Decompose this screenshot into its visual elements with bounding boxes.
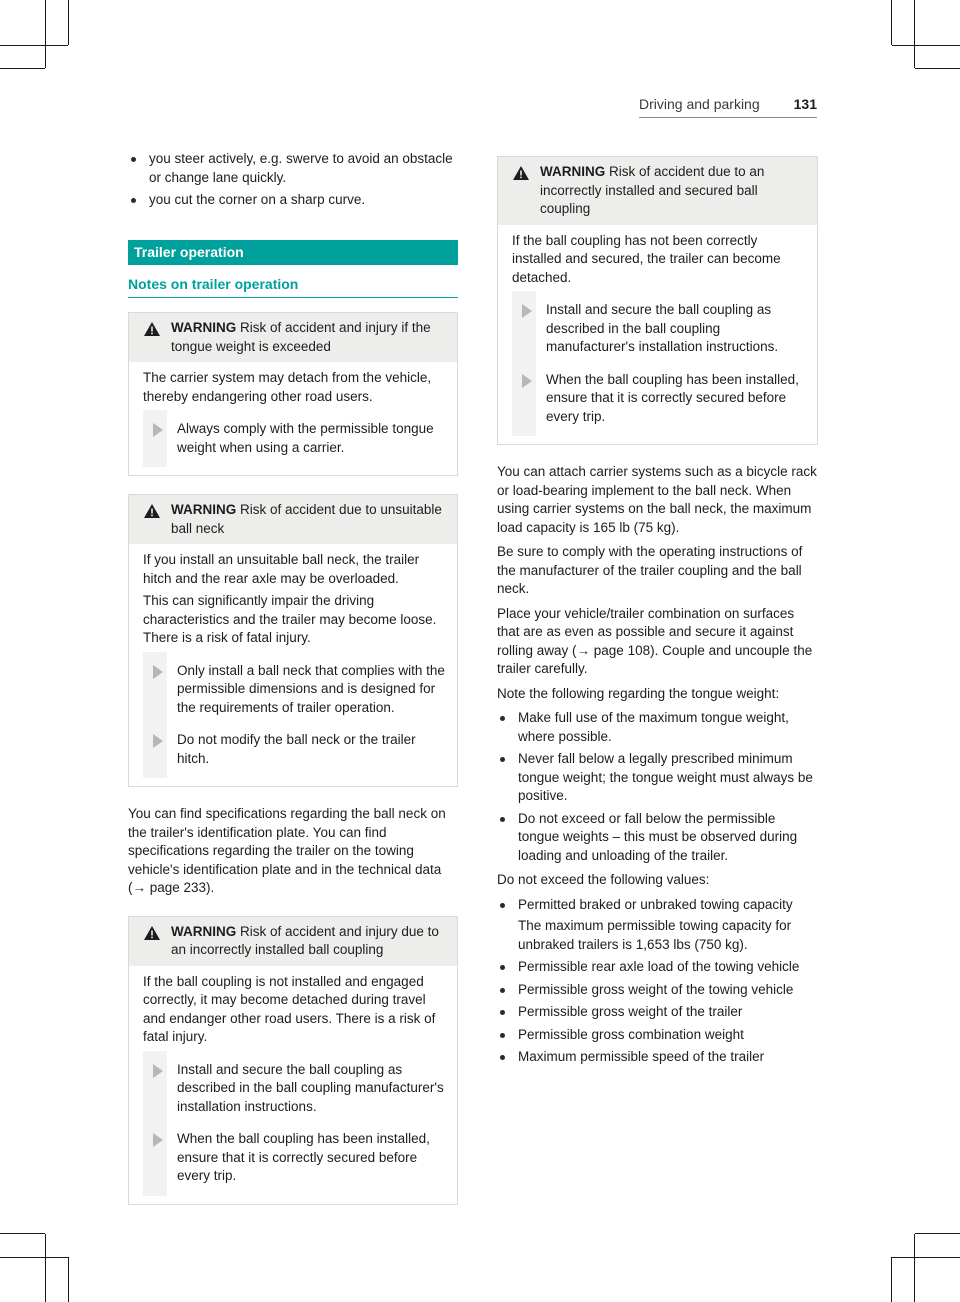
warning-header xyxy=(129,917,457,966)
warning-text: This can significantly impair the driving characteristics and the trailer may become loose. There is a risk of fatal injury. xyxy=(143,593,437,645)
list-item: you cut the corner on a sharp curve. xyxy=(128,191,458,210)
list-item-note: The maximum permissible towing capacity for unbraked trailers is 1,653 lbs (750 kg). xyxy=(518,918,792,952)
warning-label: WARNING xyxy=(171,320,237,335)
warning-body xyxy=(129,544,457,786)
bullet-dot xyxy=(500,1033,505,1038)
crop-mark xyxy=(914,1234,915,1302)
left-column xyxy=(128,150,458,1223)
list-item: Do not exceed or fall below the permissible tongue weights – this must be observed during loading and unloading of the trailer. xyxy=(497,810,818,866)
bullet-dot xyxy=(500,817,505,822)
action-step: Only install a ball neck that complies with the permissible dimensions and is designed for the requirements of trailer operation. xyxy=(143,662,447,718)
warning-label: WARNING xyxy=(171,502,237,517)
bullet-dot xyxy=(131,198,136,203)
warning-body xyxy=(129,362,457,475)
crop-mark xyxy=(45,1234,46,1302)
arrow-right-icon xyxy=(153,665,163,679)
crop-mark xyxy=(914,0,915,68)
warning-title: Risk of accident due to an incorrectly installed and secured ball coupling xyxy=(540,164,765,216)
body-paragraph: Be sure to comply with the operating instructions of the manufacturer of the trailer coupling and the ball neck. xyxy=(497,544,803,596)
warning-title: Risk of accident and injury if the tongue weight is exceeded xyxy=(171,320,431,354)
warning-box xyxy=(128,312,458,476)
page-number: 131 xyxy=(793,96,817,112)
running-header xyxy=(639,96,817,118)
crop-mark xyxy=(0,68,45,69)
action-step: When the ball coupling has been installed, ensure that it is correctly secured before every trip. xyxy=(143,1130,447,1186)
warning-box xyxy=(128,494,458,787)
crop-mark xyxy=(45,0,46,68)
list-item: Permitted braked or unbraked towing capacity The maximum permissible towing capacity for unbraked trailers is 1,653 lbs (750 kg). xyxy=(497,896,818,955)
right-column xyxy=(497,156,818,1071)
arrow-right-icon xyxy=(153,1133,163,1147)
warning-triangle-icon xyxy=(143,503,161,519)
crop-mark xyxy=(915,68,960,69)
warning-body xyxy=(498,225,817,445)
header-section-title: Driving and parking xyxy=(639,96,760,112)
warning-header xyxy=(129,313,457,362)
bullet-dot xyxy=(500,965,505,970)
crop-mark xyxy=(915,1233,960,1234)
arrow-right-icon xyxy=(153,1064,163,1078)
warning-triangle-icon xyxy=(143,321,161,337)
crop-mark xyxy=(0,1257,68,1258)
list-item: Make full use of the maximum tongue weight, where possible. xyxy=(497,709,818,746)
arrow-right-icon xyxy=(153,734,163,748)
warning-header xyxy=(129,495,457,544)
list-item: Permissible gross weight of the towing vehicle xyxy=(497,981,818,1000)
list-item: Permissible gross weight of the trailer xyxy=(497,1003,818,1022)
warning-box xyxy=(497,156,818,445)
body-paragraph: Do not exceed the following values: xyxy=(497,872,710,887)
body-paragraph: Note the following regarding the tongue weight: xyxy=(497,685,780,701)
list-item: you steer actively, e.g. swerve to avoid an obstacle or change lane quickly. xyxy=(128,150,458,187)
list-item: Never fall below a legally prescribed minimum tongue weight; the tongue weight must always be positive. xyxy=(497,750,818,806)
bullet-dot xyxy=(500,903,505,908)
arrow-right-icon xyxy=(153,423,163,437)
warning-triangle-icon xyxy=(143,925,161,941)
crop-mark xyxy=(892,45,960,46)
action-step: Install and secure the ball coupling as described in the ball coupling manufacturer's installation instructions. xyxy=(512,301,807,357)
warning-label: WARNING xyxy=(171,923,237,939)
warning-triangle-icon xyxy=(512,165,530,181)
action-step: Always comply with the permissible tongue weight when using a carrier. xyxy=(143,420,447,457)
crop-mark xyxy=(891,0,892,45)
action-step: When the ball coupling has been installed, ensure that it is correctly secured before every trip. xyxy=(512,371,807,427)
warning-body xyxy=(129,966,457,1204)
action-step: Install and secure the ball coupling as described in the ball coupling manufacturer's installation instructions. xyxy=(143,1061,447,1117)
warning-text: If the ball coupling has not been correctly installed and secured, the trailer can become detached. xyxy=(512,232,781,285)
sub-heading: Notes on trailer operation xyxy=(128,275,458,299)
bullet-dot xyxy=(500,988,505,993)
warning-title: Risk of accident due to unsuitable ball neck xyxy=(171,502,442,536)
warning-text: If you install an unsuitable ball neck, the trailer hitch and the rear axle may be overloaded. xyxy=(143,552,420,586)
bullet-dot xyxy=(131,157,136,162)
warning-header xyxy=(498,157,817,225)
list-item: Permissible rear axle load of the towing vehicle xyxy=(497,958,818,977)
crop-mark xyxy=(0,45,68,46)
warning-label: WARNING xyxy=(540,164,606,179)
body-paragraph: You can attach carrier systems such as a bicycle rack or load-bearing implement to the ball neck. When using carrier systems on the ball neck, the maximum load capacity is 165 lb (75 kg). xyxy=(497,464,817,535)
warning-text: The carrier system may detach from the vehicle, thereby endangering other road users. xyxy=(143,370,432,404)
crop-mark xyxy=(68,1257,69,1302)
crop-mark xyxy=(892,1257,960,1258)
crop-mark xyxy=(68,0,69,45)
crop-mark xyxy=(0,1233,45,1234)
body-paragraph: Place your vehicle/trailer combination on surfaces that are as even as possible and secure it against rolling away (→ page 108). Couple and uncouple the trailer carefully. xyxy=(497,605,813,676)
bullet-dot xyxy=(500,1055,505,1060)
list-item: Maximum permissible speed of the trailer xyxy=(497,1048,818,1067)
arrow-right-icon xyxy=(522,374,532,388)
body-paragraph: You can find specifications regarding the ball neck on the trailer's identification plate. You can find specifications regarding the trailer on the towing vehicle's identification plate and in the technical data (→ page 233). xyxy=(128,806,446,895)
bullet-dot xyxy=(500,757,505,762)
action-step: Do not modify the ball neck or the trailer hitch. xyxy=(143,731,447,768)
list-item: Permissible gross combination weight xyxy=(497,1026,818,1045)
warning-text: If the ball coupling is not installed and engaged correctly, it may become detached during travel and endanger other road users. There is a risk of fatal injury. xyxy=(143,973,436,1044)
bullet-dot xyxy=(500,1010,505,1015)
arrow-right-icon xyxy=(522,304,532,318)
section-heading: Trailer operation xyxy=(128,240,458,265)
warning-title: Risk of accident and injury due to an incorrectly installed ball coupling xyxy=(171,923,439,957)
bullet-dot xyxy=(500,716,505,721)
header-rule xyxy=(639,117,817,118)
crop-mark xyxy=(891,1257,892,1302)
warning-box xyxy=(128,916,458,1205)
